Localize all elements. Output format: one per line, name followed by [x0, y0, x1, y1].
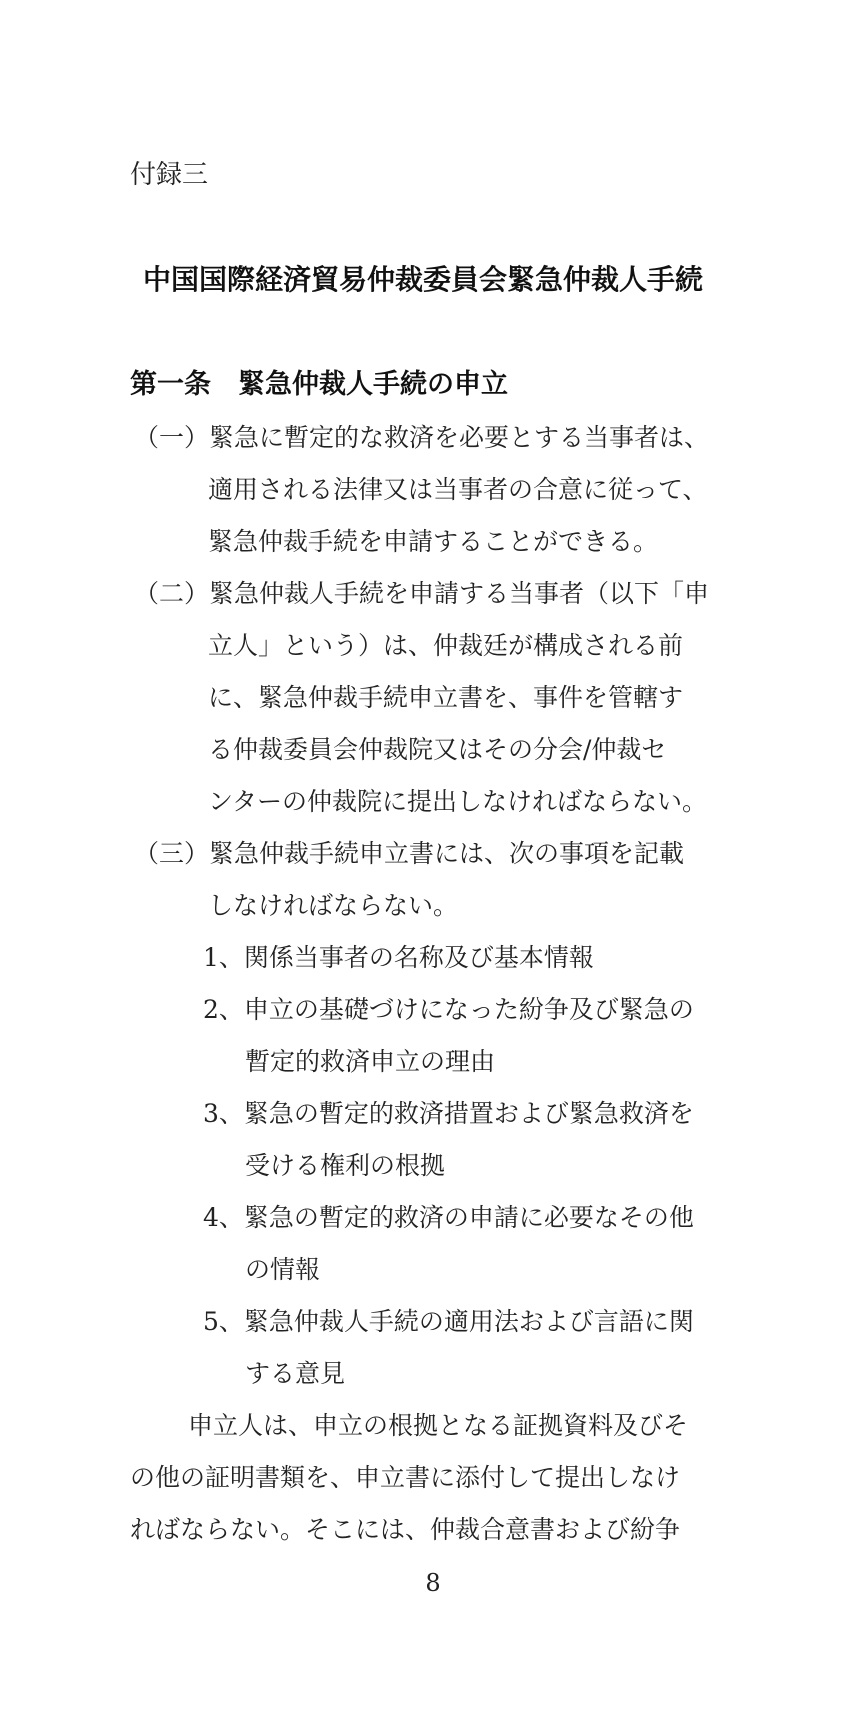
- list-item-3-line-1: 3、緊急の暫定的救済措置および緊急救済を: [203, 1099, 694, 1128]
- clause-3-line-2: しなければならない。: [208, 891, 459, 920]
- list-item-4-line-1: 4、緊急の暫定的救済の申請に必要なその他: [203, 1203, 694, 1232]
- clause-3-line-1: （三）緊急仲裁手続申立書には、次の事項を記載: [134, 839, 685, 868]
- document-title: 中国国際経済貿易仲裁委員会緊急仲裁人手続: [143, 263, 704, 296]
- clause-1-line-2: 適用される法律又は当事者の合意に従って、: [208, 475, 708, 504]
- clause-2-line-1: （二）緊急仲裁人手続を申請する当事者（以下「申: [134, 579, 710, 608]
- page-number: 8: [425, 1569, 441, 1597]
- clause-2-line-2: 立人」という）は、仲裁廷が構成される前: [208, 631, 684, 660]
- list-item-5-line-2: する意見: [245, 1359, 346, 1388]
- appendix-label: 付録三: [130, 160, 209, 190]
- clause-1-line-3: 緊急仲裁手続を申請することができる。: [208, 527, 659, 556]
- list-item-4-line-2: の情報: [245, 1255, 321, 1284]
- list-item-5-line-1: 5、緊急仲裁人手続の適用法および言語に関: [203, 1307, 694, 1336]
- clause-2-line-4: る仲裁委員会仲裁院又はその分会/仲裁セ: [208, 735, 667, 764]
- list-item-2-line-1: 2、申立の基礎づけになった紛争及び緊急の: [203, 995, 694, 1024]
- list-item-3-line-2: 受ける権利の根拠: [245, 1151, 446, 1180]
- paragraph-line-2: の他の証明書類を、申立書に添付して提出しなけ: [130, 1463, 681, 1492]
- clause-2-line-5: ンターの仲裁院に提出しなければならない。: [208, 787, 708, 816]
- paragraph-line-3: ればならない。そこには、仲裁合意書および紛争: [130, 1515, 681, 1544]
- article-heading: 第一条 緊急仲裁人手続の申立: [130, 369, 508, 400]
- clause-2-line-3: に、緊急仲裁手続申立書を、事件を管轄す: [208, 683, 684, 712]
- paragraph-line-1: 申立人は、申立の根拠となる証拠資料及びそ: [188, 1411, 689, 1440]
- list-item-2-line-2: 暫定的救済申立の理由: [245, 1047, 496, 1076]
- clause-1-line-1: （一）緊急に暫定的な救済を必要とする当事者は、: [134, 423, 710, 452]
- list-item-1-line-1: 1、関係当事者の名称及び基本情報: [203, 943, 594, 972]
